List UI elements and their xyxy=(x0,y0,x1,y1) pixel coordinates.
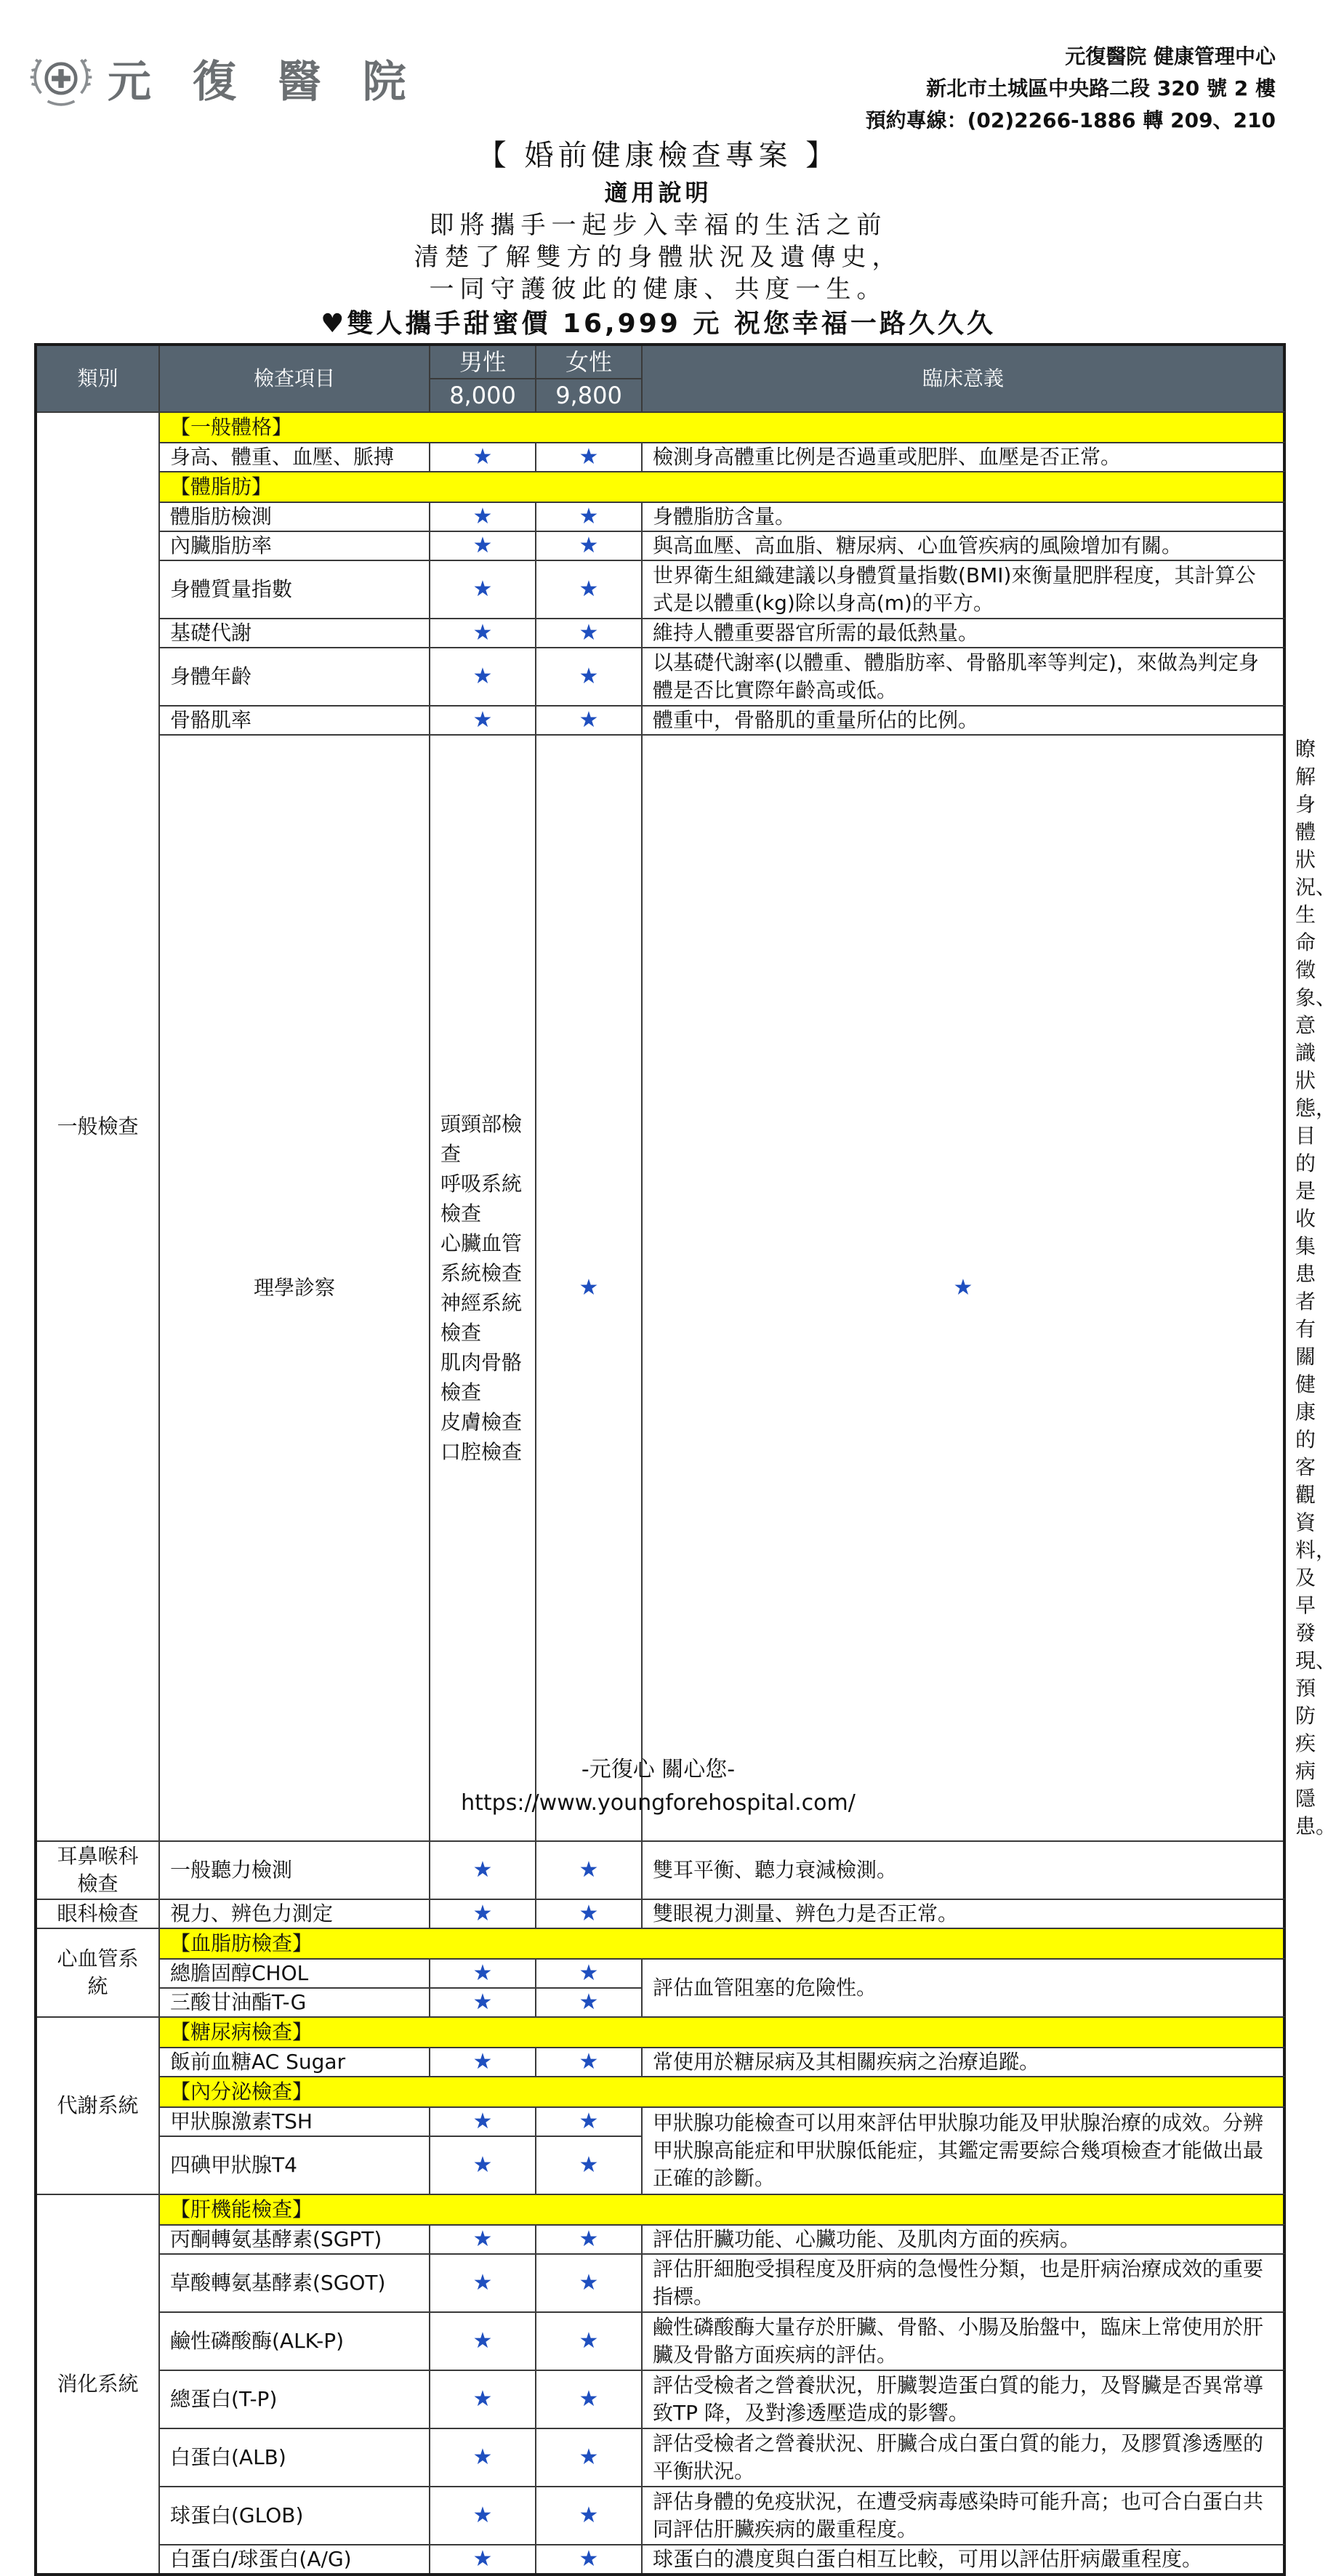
item-cell: 身體年齡 xyxy=(159,648,430,706)
category-cell: 一般檢查 xyxy=(36,412,159,1841)
star-icon: ★ xyxy=(430,531,536,560)
list-item: 皮膚檢查 xyxy=(440,1410,523,1434)
star-icon: ★ xyxy=(430,502,536,531)
table-row xyxy=(36,2225,1284,2254)
table-row xyxy=(36,706,1284,735)
meaning-cell: 球蛋白的濃度與白蛋白相互比較，可用以評估肝病嚴重程度。 xyxy=(642,2545,1284,2575)
section-row xyxy=(36,472,1284,502)
table-row xyxy=(36,2254,1284,2312)
star-icon: ★ xyxy=(536,2545,642,2575)
item-cell: 總膽固醇CHOL xyxy=(159,1959,430,1988)
contact-info xyxy=(866,41,1276,137)
category-cell: 代謝系統 xyxy=(36,2017,159,2194)
star-icon: ★ xyxy=(536,502,642,531)
section-row xyxy=(36,2017,1284,2048)
meaning-cell: 檢測身高體重比例是否過重或肥胖、血壓是否正常。 xyxy=(642,443,1284,472)
star-icon: ★ xyxy=(536,560,642,619)
table-row xyxy=(36,2370,1284,2428)
star-icon: ★ xyxy=(430,1959,536,1988)
item-cell: 視力、辨色力測定 xyxy=(159,1899,430,1928)
section-label: 【內分泌檢查】 xyxy=(159,2077,1284,2107)
item-cell: 身高、體重、血壓、脈搏 xyxy=(159,443,430,472)
list-item: 頭頸部檢查 xyxy=(440,1112,523,1166)
desc-line: 清楚了解雙方的身體狀況及遺傳史， xyxy=(414,243,903,272)
item-cell: 白蛋白(ALB) xyxy=(159,2428,430,2487)
star-icon: ★ xyxy=(536,2107,642,2136)
meaning-cell: 以基礎代謝率(以體重、體脂肪率、骨骼肌率等判定)，來做為判定身體是否比實際年齡高或低。 xyxy=(642,648,1284,706)
item-cell: 身體質量指數 xyxy=(159,560,430,619)
item-cell: 基礎代謝 xyxy=(159,619,430,648)
section-row xyxy=(36,2077,1284,2107)
item-cell: 骨骼肌率 xyxy=(159,706,430,735)
star-icon: ★ xyxy=(536,2312,642,2370)
star-icon: ★ xyxy=(430,2048,536,2077)
table-row xyxy=(36,2428,1284,2487)
org-name: 元復醫院 健康管理中心 xyxy=(1065,44,1276,68)
meaning-cell: 雙耳平衡、聽力衰減檢測。 xyxy=(642,1841,1284,1899)
star-icon: ★ xyxy=(430,2370,536,2428)
checkup-table xyxy=(34,343,1336,2576)
star-icon: ★ xyxy=(430,2107,536,2136)
title-block xyxy=(0,135,1316,343)
table-row xyxy=(36,619,1284,648)
meaning-cell: 評估血管阻塞的危險性。 xyxy=(642,1959,1284,2017)
page-title: 【 婚前健康檢查專案 】 xyxy=(477,139,840,172)
subtitle: 適用說明 xyxy=(604,179,712,206)
item-cell: 草酸轉氨基酵素(SGOT) xyxy=(159,2254,430,2312)
item-cell: 飯前血糖AC Sugar xyxy=(159,2048,430,2077)
category-cell: 消化系統 xyxy=(36,2194,159,2575)
star-icon: ★ xyxy=(430,2487,536,2545)
table-row xyxy=(36,1899,1284,1928)
list-item: 心臟血管系統檢查 xyxy=(440,1231,523,1285)
star-icon: ★ xyxy=(430,2225,536,2254)
table-row xyxy=(36,2107,1284,2136)
header-male: 男性 xyxy=(430,345,536,379)
item-cell: 鹼性磷酸酶(ALK-P) xyxy=(159,2312,430,2370)
star-icon: ★ xyxy=(430,1988,536,2017)
hospital-logo xyxy=(28,45,419,112)
meaning-cell: 與高血壓、高血脂、糖尿病、心血管疾病的風險增加有關。 xyxy=(642,531,1284,560)
star-icon: ★ xyxy=(536,2225,642,2254)
table-row xyxy=(36,648,1284,706)
star-icon: ★ xyxy=(430,619,536,648)
category-cell: 耳鼻喉科檢查 xyxy=(36,1841,159,1899)
table-row xyxy=(36,2487,1284,2545)
star-icon: ★ xyxy=(536,2370,642,2428)
category-cell: 理學診察 xyxy=(159,735,430,1841)
table-row xyxy=(36,560,1284,619)
section-label: 【肝機能檢查】 xyxy=(159,2194,1284,2225)
meaning-cell: 鹼性磷酸酶大量存於肝臟、骨骼、小腸及胎盤中，臨床上常使用於肝臟及骨骼方面疾病的評估。 xyxy=(642,2312,1284,2370)
section-label: 【血脂肪檢查】 xyxy=(159,1928,1284,1959)
item-cell: 內臟脂肪率 xyxy=(159,531,430,560)
star-icon: ★ xyxy=(536,1841,642,1899)
section-label: 【糖尿病檢查】 xyxy=(159,2017,1284,2048)
header-meaning: 臨床意義 xyxy=(642,345,1284,412)
meaning-cell: 評估受檢者之營養狀況、肝臟合成白蛋白質的能力，及膠質滲透壓的平衡狀況。 xyxy=(642,2428,1284,2487)
category-cell: 心血管系統 xyxy=(36,1928,159,2017)
list-item: 口腔檢查 xyxy=(440,1440,523,1464)
star-icon: ★ xyxy=(430,2136,536,2194)
footer-slogan: -元復心 關心您- xyxy=(581,1757,736,1782)
phone: 預約專線：(02)2266-1886 轉 209、210 xyxy=(865,108,1276,132)
category-cell: 眼科檢查 xyxy=(36,1899,159,1928)
star-icon: ★ xyxy=(536,2048,642,2077)
meaning-cell: 雙眼視力測量、辨色力是否正常。 xyxy=(642,1899,1284,1928)
meaning-cell: 體重中，骨骼肌的重量所佔的比例。 xyxy=(642,706,1284,735)
header-item: 檢查項目 xyxy=(159,345,430,412)
star-icon: ★ xyxy=(536,2487,642,2545)
table-row xyxy=(36,2545,1284,2575)
star-icon: ★ xyxy=(536,648,642,706)
item-cell: 一般聽力檢測 xyxy=(159,1841,430,1899)
item-cell: 總蛋白(T-P) xyxy=(159,2370,430,2428)
list-item: 呼吸系統檢查 xyxy=(440,1172,523,1225)
meaning-cell: 世界衛生組織建議以身體質量指數(BMI)來衡量肥胖程度，其計算公式是以體重(kg)除以身高(m)的平方。 xyxy=(642,560,1284,619)
star-icon: ★ xyxy=(430,1899,536,1928)
star-icon: ★ xyxy=(536,2254,642,2312)
star-icon: ★ xyxy=(536,2428,642,2487)
star-icon: ★ xyxy=(430,443,536,472)
star-icon: ★ xyxy=(536,1959,642,1988)
item-cell: 甲狀腺激素TSH xyxy=(159,2107,430,2136)
section-label: 【體脂肪】 xyxy=(159,472,1284,502)
table-row xyxy=(36,1841,1284,1899)
meaning-cell: 評估肝臟功能、心臟功能、及肌肉方面的疾病。 xyxy=(642,2225,1284,2254)
star-icon: ★ xyxy=(536,735,642,1841)
header-category: 類別 xyxy=(36,345,159,412)
table-row: 理學診察 頭頸部檢查 呼吸系統檢查 心臟血管系統檢查 神經系統檢查 肌肉骨骼檢查 皮膚檢查 口腔檢查 ★ ★ 瞭解身體狀況、生命徵象、意識狀態，目的是收集患者有關健康的客觀資料，及早發現、預防疾病隱患。 xyxy=(36,735,1284,1841)
item-cell: 白蛋白/球蛋白(A/G) xyxy=(159,2545,430,2575)
table-row xyxy=(36,502,1284,531)
star-icon: ★ xyxy=(430,2545,536,2575)
header-female-price: 9,800 xyxy=(536,379,642,412)
section-row xyxy=(36,2194,1284,2225)
list-item: 肌肉骨骼檢查 xyxy=(440,1351,523,1404)
meaning-cell: 維持人體重要器官所需的最低熱量。 xyxy=(642,619,1284,648)
meaning-cell: 評估肝細胞受損程度及肝病的急慢性分類，也是肝病治療成效的重要指標。 xyxy=(642,2254,1284,2312)
header-female: 女性 xyxy=(536,345,642,379)
section-row xyxy=(36,1928,1284,1959)
section-row xyxy=(36,412,1284,443)
star-icon: ★ xyxy=(536,1988,642,2017)
star-icon: ★ xyxy=(536,619,642,648)
table-row xyxy=(36,531,1284,560)
star-icon: ★ xyxy=(430,2428,536,2487)
desc-line: 一同守護彼此的健康、共度一生。 xyxy=(429,275,888,304)
star-icon: ★ xyxy=(430,560,536,619)
star-icon: ★ xyxy=(536,2136,642,2194)
desc-line: 即將攜手一起步入幸福的生活之前 xyxy=(429,211,888,240)
address: 新北市土城區中央路二段 320 號 2 樓 xyxy=(926,76,1276,100)
item-cell: 體脂肪檢測 xyxy=(159,502,430,531)
star-icon: ★ xyxy=(430,648,536,706)
table-row xyxy=(36,1959,1284,1988)
logo-text: 元 復 醫 院 xyxy=(108,57,419,108)
table-row xyxy=(36,2048,1284,2077)
section-label: 【一般體格】 xyxy=(159,412,1284,443)
meaning-cell: 甲狀腺功能檢查可以用來評估甲狀腺功能及甲狀腺治療的成效。分辨甲狀腺高能症和甲狀腺低能症，其鑑定需要綜合幾項檢查才能做出最正確的診斷。 xyxy=(642,2107,1284,2194)
header-male-price: 8,000 xyxy=(430,379,536,412)
footer xyxy=(0,1753,1316,1820)
star-icon: ★ xyxy=(536,706,642,735)
item-cell: 三酸甘油酯T-G xyxy=(159,1988,430,2017)
star-icon: ★ xyxy=(536,1899,642,1928)
meaning-cell: 身體脂肪含量。 xyxy=(642,502,1284,531)
list-item: 神經系統檢查 xyxy=(440,1291,523,1345)
star-icon: ★ xyxy=(430,706,536,735)
meaning-cell: 評估身體的免疫狀況，在遭受病毒感染時可能升高；也可合白蛋白共同評估肝臟疾病的嚴重程度。 xyxy=(642,2487,1284,2545)
meaning-cell: 常使用於糖尿病及其相關疾病之治療追蹤。 xyxy=(642,2048,1284,2077)
promo-price: ♥雙人攜手甜蜜價 16,999 元 祝您幸福一路久久久 xyxy=(321,309,996,339)
star-icon: ★ xyxy=(430,2254,536,2312)
item-cell: 四碘甲狀腺T4 xyxy=(159,2136,430,2194)
website-link[interactable]: https://www.youngforehospital.com/ xyxy=(461,1790,856,1816)
meaning-cell: 評估受檢者之營養狀況，肝臟製造蛋白質的能力，及腎臟是否異常導致TP 降，及對滲透壓造成的影響。 xyxy=(642,2370,1284,2428)
item-cell xyxy=(430,735,536,1841)
star-icon: ★ xyxy=(536,443,642,472)
item-cell: 丙酮轉氨基酵素(SGPT) xyxy=(159,2225,430,2254)
star-icon: ★ xyxy=(430,2312,536,2370)
star-icon: ★ xyxy=(536,531,642,560)
star-icon: ★ xyxy=(642,735,1284,1841)
table-row xyxy=(36,443,1284,472)
table-row xyxy=(36,2312,1284,2370)
star-icon: ★ xyxy=(430,1841,536,1899)
hospital-emblem-icon xyxy=(28,45,94,112)
item-cell: 球蛋白(GLOB) xyxy=(159,2487,430,2545)
